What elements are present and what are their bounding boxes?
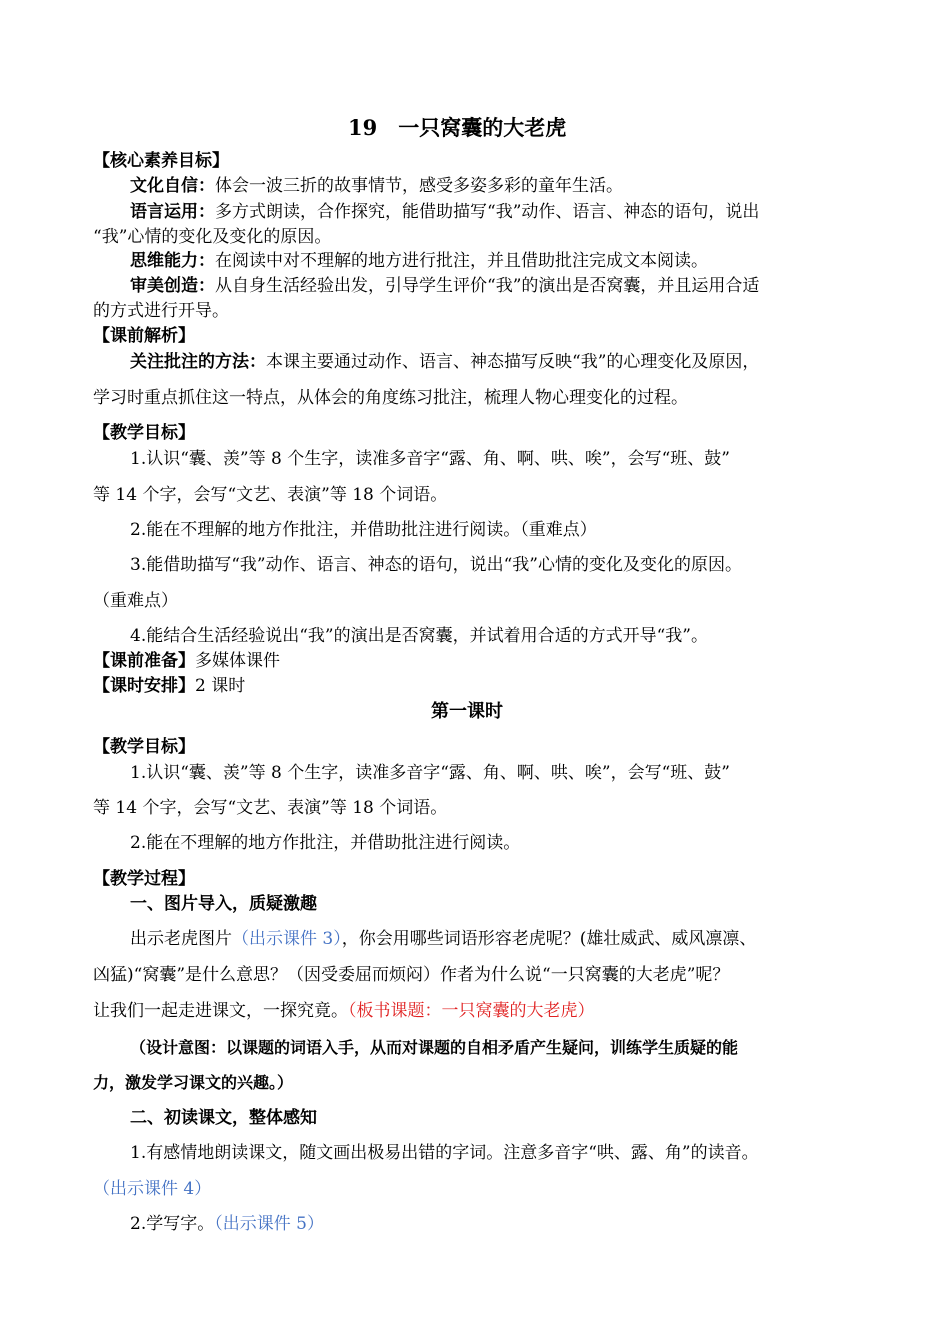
core-goal-language-cont: “我”心情的变化及变化的原因。 — [93, 227, 332, 247]
analysis-text: 本课主要通过动作、语言、神态描写反映“我”的心理变化及原因， — [266, 352, 760, 372]
teaching-goal-1: 1.认识“囊、羡”等 8 个生字，读准多音字“露、角、啊、哄、唉”，会写“班、鼓” — [130, 449, 730, 469]
courseware-ref-5: （出示课件 5） — [214, 1214, 324, 1234]
section-1-heading: 一、图片导入，质疑激趣 — [130, 894, 317, 914]
section-2-item-2 — [130, 1213, 324, 1235]
process-heading: 【教学过程】 — [93, 869, 195, 889]
design-intent-cont: 力，激发学习课文的兴趣。） — [93, 1073, 294, 1092]
lesson-one-goal-1-cont: 等 14 个字，会写“文艺、表演”等 18 个词语。 — [93, 798, 448, 818]
core-goal-thinking — [130, 250, 708, 272]
lesson-one-heading: 第一课时 — [431, 701, 503, 722]
core-goal-language-text: 多方式朗读，合作探究，能借助描写“我”动作、语言、神态的语句，说出 — [215, 202, 760, 222]
schedule-heading: 【课时安排】 — [93, 676, 195, 696]
page-title: 19 一只窝囊的大老虎 — [348, 115, 567, 140]
section-2-item-1: 1.有感情地朗读课文，随文画出极易出错的字词。注意多音字“哄、露、角”的读音。 — [130, 1143, 759, 1163]
core-goal-culture — [130, 175, 623, 197]
teaching-goal-2: 2.能在不理解的地方作批注，并借助批注进行阅读。（重难点） — [130, 520, 597, 540]
courseware-ref-3: （出示课件 3） — [232, 929, 342, 949]
design-intent-text: （设计意图：以课题的词语入手，从而对课题的自相矛盾产生疑问，训练学生质疑的能 — [130, 1038, 739, 1057]
core-goal-aesthetic-cont: 的方式进行开导。 — [93, 301, 229, 321]
core-goal-aesthetic-label: 审美创造： — [130, 276, 215, 296]
core-goal-culture-text: 体会一波三折的故事情节，感受多姿多彩的童年生活。 — [215, 176, 623, 196]
section-1-paragraph-line-3 — [93, 1000, 595, 1022]
lesson-one-goal-2: 2.能在不理解的地方作批注，并借助批注进行阅读。 — [130, 833, 521, 853]
teaching-goal-3: 3.能借助描写“我”动作、语言、神态的语句，说出“我”心情的变化及变化的原因。 — [130, 555, 742, 575]
section-1-paragraph-line-2: 凶猛)“窝囊”是什么意思？（因受委屈而烦闷）作者为什么说“一只窝囊的大老虎”呢？ — [93, 965, 730, 985]
section-1-text-b: ，你会用哪些词语形容老虎呢？(雄壮威武、威风凛凛、 — [341, 929, 757, 949]
core-goal-language-label: 语言运用： — [130, 202, 215, 222]
section-1-text-a: 出示老虎图片 — [130, 929, 232, 949]
teaching-goal-4: 4.能结合生活经验说出“我”的演出是否窝囊，并试着用合适的方式开导“我”。 — [130, 626, 708, 646]
analysis-label: 关注批注的方法： — [130, 352, 266, 372]
courseware-ref-4: （出示课件 4） — [93, 1179, 212, 1199]
lesson-one-goals-heading: 【教学目标】 — [93, 737, 195, 757]
schedule-line — [93, 675, 245, 697]
lesson-one-goal-1: 1.认识“囊、羡”等 8 个生字，读准多音字“露、角、啊、哄、唉”，会写“班、鼓” — [130, 763, 730, 783]
core-goal-thinking-text: 在阅读中对不理解的地方进行批注，并且借助批注完成文本阅读。 — [215, 251, 708, 271]
section-1-paragraph — [130, 928, 756, 950]
core-goals-heading: 【核心素养目标】 — [93, 151, 229, 171]
core-goal-thinking-label: 思维能力： — [130, 251, 215, 271]
board-title-note: （板书课题：一只窝囊的大老虎） — [348, 1001, 595, 1021]
core-goal-culture-label: 文化自信： — [130, 176, 215, 196]
analysis-paragraph-cont: 学习时重点抓住这一特点，从体会的角度练习批注，梳理人物心理变化的过程。 — [93, 388, 688, 408]
schedule-text: 2 课时 — [195, 676, 246, 696]
preparation-text: 多媒体课件 — [195, 651, 280, 671]
analysis-heading: 【课前解析】 — [93, 326, 195, 346]
design-intent — [130, 1037, 738, 1059]
preparation-heading: 【课前准备】 — [93, 651, 195, 671]
section-2-heading: 二、初读课文，整体感知 — [130, 1108, 317, 1128]
preparation-line — [93, 650, 280, 672]
section-2-item-2-text: 2.学写字。 — [130, 1214, 215, 1234]
teaching-goal-1-cont: 等 14 个字，会写“文艺、表演”等 18 个词语。 — [93, 485, 448, 505]
teaching-goals-heading: 【教学目标】 — [93, 423, 195, 443]
analysis-paragraph — [130, 351, 759, 373]
section-1-text-c: 让我们一起走进课文，一探究竟。 — [93, 1001, 348, 1021]
core-goal-language — [130, 201, 759, 223]
teaching-goal-3-cont: （重难点） — [93, 591, 178, 611]
core-goal-aesthetic — [130, 275, 759, 297]
core-goal-aesthetic-text: 从自身生活经验出发，引导学生评价“我”的演出是否窝囊，并且运用合适 — [215, 276, 760, 296]
